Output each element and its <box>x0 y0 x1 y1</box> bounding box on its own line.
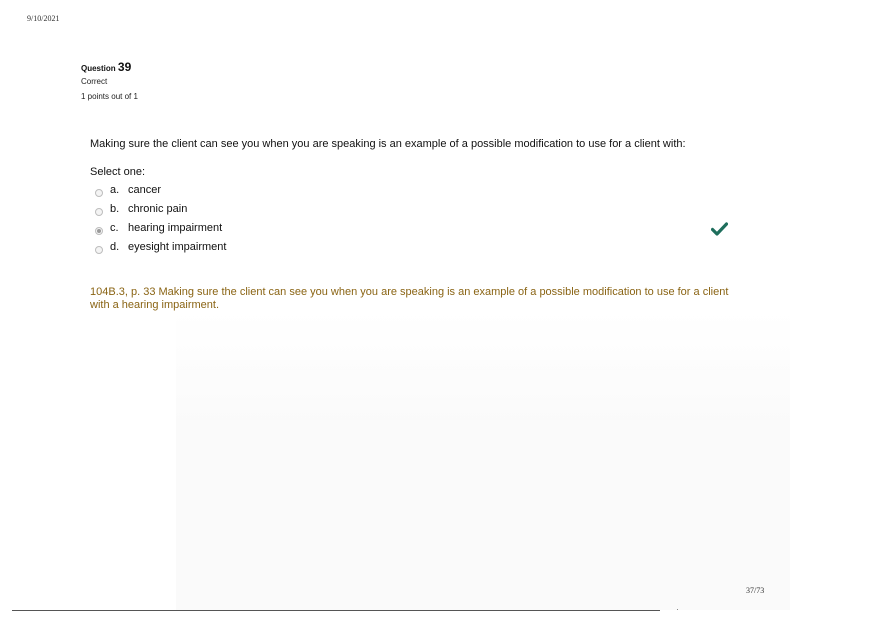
option-c[interactable] <box>95 218 226 237</box>
option-letter: a. <box>110 183 120 196</box>
option-b[interactable] <box>95 199 226 218</box>
radio-b[interactable] <box>95 208 103 216</box>
page-number: 37/73 <box>746 586 765 595</box>
question-state: Correct <box>81 77 108 86</box>
footer-mark <box>677 609 678 610</box>
radio-d[interactable] <box>95 246 103 254</box>
option-text: chronic pain <box>128 202 188 215</box>
question-text: Making sure the client can see you when you are speaking is an example of a possible modification to use for a client with: <box>90 138 686 150</box>
answer-options <box>95 180 226 256</box>
question-number <box>81 60 138 74</box>
question-label: Question <box>81 64 116 73</box>
print-date: 9/10/2021 <box>27 14 60 23</box>
option-letter: c. <box>110 221 119 234</box>
option-d[interactable] <box>95 237 226 256</box>
option-text: hearing impairment <box>128 221 223 234</box>
radio-c[interactable] <box>95 227 103 235</box>
option-letter: d. <box>110 240 120 253</box>
question-info <box>81 60 138 101</box>
option-text: cancer <box>128 183 162 196</box>
question-number-value: 39 <box>117 60 132 74</box>
option-letter: b. <box>110 202 120 215</box>
radio-a[interactable] <box>95 189 103 197</box>
option-text: eyesight impairment <box>128 240 227 253</box>
option-a[interactable] <box>95 180 226 199</box>
background-shade <box>176 310 790 610</box>
checkmark-icon <box>711 222 728 241</box>
general-feedback: 104B.3, p. 33 Making sure the client can see you when you are speaking is an example of a possible modification to use for a client with a hearing impairment. <box>90 286 729 311</box>
question-grade: 1 points out of 1 <box>81 92 138 101</box>
footer-divider <box>12 610 660 611</box>
select-one-prompt: Select one: <box>90 166 146 178</box>
